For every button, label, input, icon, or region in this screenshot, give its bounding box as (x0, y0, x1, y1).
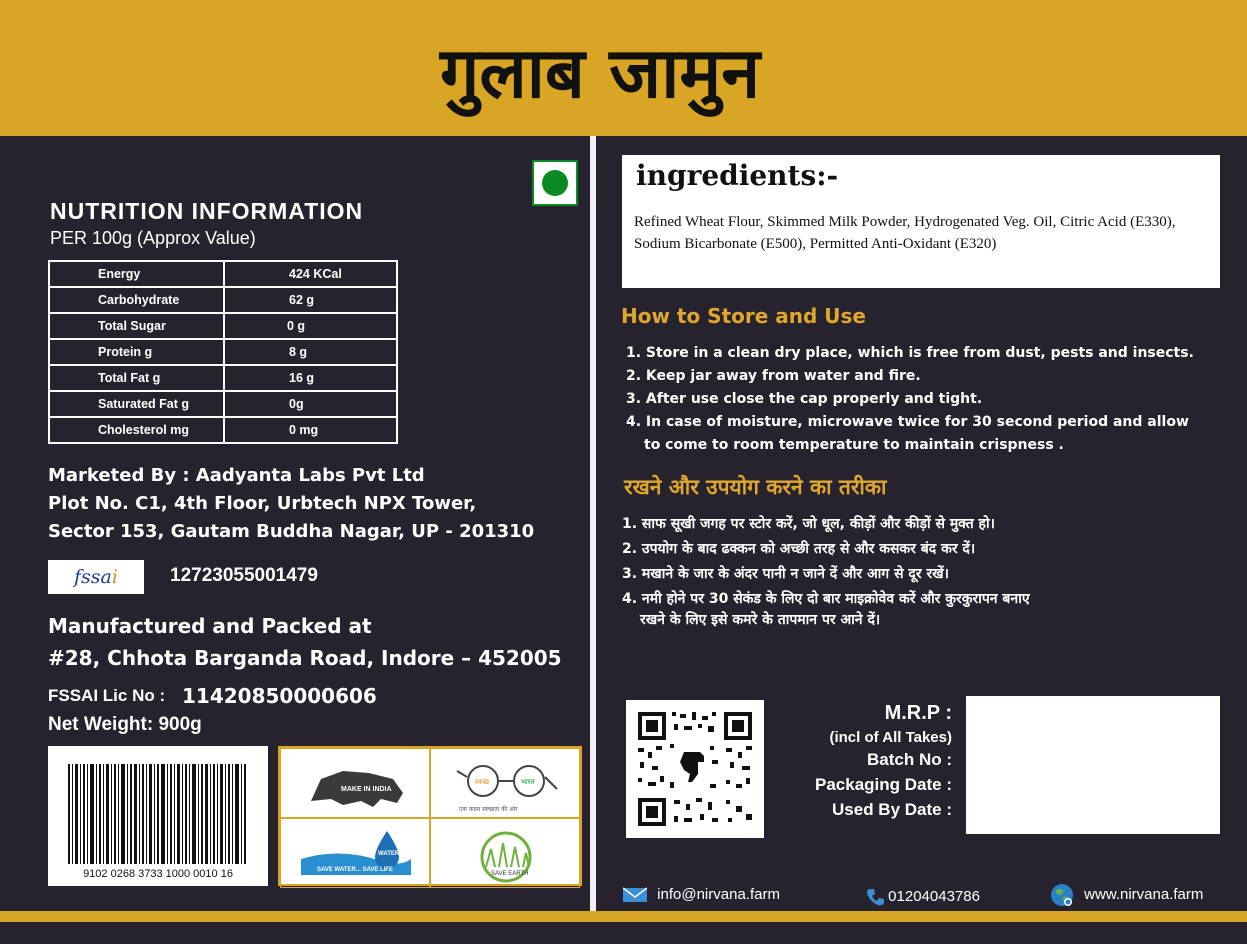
list-item: 4. नमी होने पर 30 सेकंड के लिए दो बार माइक्रोवेव करें और कुरकुरापन बनाए (622, 591, 1030, 607)
earth-icon (431, 819, 581, 889)
license-number: 11420850000606 (182, 684, 377, 708)
nutrition-subheading: PER 100g (Approx Value) (50, 228, 256, 248)
save-earth-text: SAVE EARTH (491, 871, 529, 877)
list-item: रखने के लिए इसे कमरे के तापमान पर आने दें। (640, 612, 881, 628)
list-item: 1. साफ सूखी जगह पर स्टोर करें, जो धूल, कीड़ों और कीड़ों से मुक्त हो। (622, 516, 995, 532)
marketed-line: Sector 153, Gautam Buddha Nagar, UP - 201310 (48, 521, 535, 542)
swachh-text: स्वच्छ (475, 778, 490, 786)
qr-code[interactable] (626, 700, 764, 838)
mail-icon (623, 887, 647, 903)
packaging-date-label: Packaging Date : (815, 775, 952, 794)
fssai-number: 12723055001479 (170, 565, 318, 586)
fssai-logo: fssai (48, 560, 144, 594)
barcode-number: 9102 0268 3733 1000 0010 16 (83, 868, 233, 880)
table-row (49, 391, 397, 417)
mrp-labels (760, 700, 952, 820)
phone-text: 01204043786 (888, 888, 980, 905)
phone-icon (866, 888, 884, 906)
column-divider (590, 136, 596, 912)
email-text: info@nirvana.farm (657, 886, 780, 903)
list-item: 3. मखाने के जार के अंदर पानी न जाने दें और आग से दूर रखें। (622, 566, 949, 582)
ingredients-box (622, 155, 1220, 288)
list-item: 2. उपयोग के बाद ढक्कन को अच्छी तरह से और कसकर बंद कर दें। (622, 541, 976, 557)
nutrient-name: Protein g (49, 339, 224, 365)
nutrient-name: Total Fat g (49, 365, 224, 391)
list-item: 3. After use close the cap properly and tight. (626, 391, 983, 407)
ingredients-title: ingredients:- (636, 159, 839, 192)
nutrient-name: Total Sugar (49, 313, 224, 339)
nutrition-table (48, 260, 398, 444)
nutrient-value: 0 mg (224, 417, 397, 443)
net-weight: Net Weight: 900g (48, 714, 202, 735)
marketed-line: Plot No. C1, 4th Floor, Urbtech NPX Tower, (48, 493, 477, 514)
swachh-bharat-logo (430, 748, 580, 818)
mrp-label: M.R.P : (884, 702, 952, 724)
veg-dot (542, 170, 568, 196)
water-badge-text: WATER (378, 851, 400, 857)
website-text: www.nirvana.farm (1084, 885, 1204, 903)
list-item: 1. Store in a clean dry place, which is free from dust, pests and insects. (626, 345, 1194, 361)
glasses-icon (431, 749, 581, 819)
nutrient-name: Carbohydrate (49, 287, 224, 313)
manufactured-address: #28, Chhota Barganda Road, Indore – 452005 (48, 646, 562, 670)
table-row (49, 339, 397, 365)
table-row (49, 261, 397, 287)
nutrient-value: 424 KCal (224, 261, 397, 287)
nutrient-value: 16 g (224, 365, 397, 391)
save-water-text: SAVE WATER... SAVE LIFE (317, 867, 394, 873)
table-row (49, 365, 397, 391)
nutrient-value: 62 g (224, 287, 397, 313)
barcode (48, 746, 268, 886)
table-row (49, 313, 397, 339)
water-drop-icon (281, 819, 431, 889)
logo-grid (278, 746, 582, 886)
nutrient-value: 0 g (224, 313, 397, 339)
store-list (626, 342, 1194, 457)
license-label: FSSAI Lic No : (48, 686, 166, 705)
marketed-by-block (48, 462, 534, 546)
save-earth-logo (430, 818, 580, 888)
veg-mark-icon (532, 160, 578, 206)
footer-band (0, 911, 1247, 922)
used-by-date-label: Used By Date : (832, 800, 952, 819)
nutrient-name: Saturated Fat g (49, 391, 224, 417)
table-row (49, 287, 397, 313)
marketed-line: Marketed By : Aadyanta Labs Pvt Ltd (48, 465, 425, 486)
swachh-tagline: एक कदम स्वच्छता की ओर (459, 806, 518, 813)
nutrient-value: 0g (224, 391, 397, 417)
save-water-logo (280, 818, 430, 888)
globe-icon (1050, 883, 1074, 907)
barcode-icon (68, 764, 248, 864)
qr-code-icon (626, 700, 764, 838)
nutrient-name: Cholesterol mg (49, 417, 224, 443)
make-in-india-text: MAKE IN INDIA (341, 786, 392, 793)
mrp-value-box (966, 696, 1220, 834)
website-contact[interactable] (1050, 883, 1203, 907)
batch-label: Batch No : (867, 750, 952, 769)
list-item: 2. Keep jar away from water and fire. (626, 368, 921, 384)
bharat-text: भारत (521, 778, 535, 786)
make-in-india-logo (280, 748, 430, 818)
phone-contact[interactable] (866, 888, 980, 906)
product-title: गुलाब जामुन (439, 32, 761, 114)
mrp-incl-label: (incl of All Takes) (829, 729, 952, 746)
ingredients-text: Refined Wheat Flour, Skimmed Milk Powder, Hydrogenated Veg. Oil, Citric Acid (E330), Sodium Bicarbonate (E500), Permitted Anti-Oxidant (E320) (634, 214, 1176, 252)
lion-icon (281, 749, 431, 819)
table-row (49, 417, 397, 443)
list-item: 4. In case of moisture, microwave twice for 30 second period and allow (626, 414, 1189, 430)
hindi-store-list (622, 512, 1030, 633)
nutrient-name: Energy (49, 261, 224, 287)
manufactured-title: Manufactured and Packed at (48, 614, 372, 638)
store-title: How to Store and Use (621, 304, 866, 328)
list-item: to come to room temperature to maintain crispness . (644, 437, 1064, 453)
email-contact[interactable] (623, 886, 780, 903)
nutrition-heading: NUTRITION INFORMATION (50, 198, 364, 224)
hindi-store-title: रखने और उपयोग करने का तरीका (624, 475, 887, 499)
nutrient-value: 8 g (224, 339, 397, 365)
